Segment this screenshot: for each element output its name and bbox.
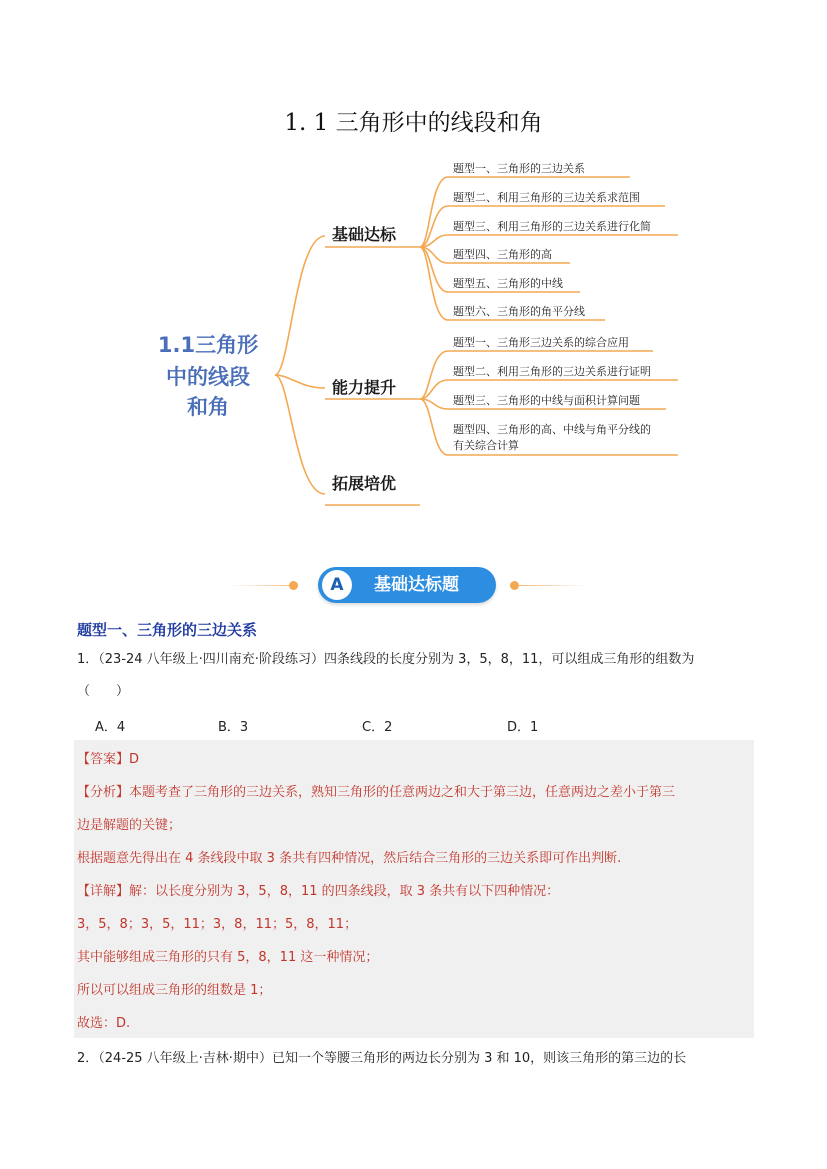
mindmap-center-line-2: 中的线段 bbox=[166, 365, 250, 389]
detail-line-1 bbox=[77, 880, 559, 899]
connector-branch-3 bbox=[275, 375, 325, 494]
option-a: A．4 bbox=[95, 720, 126, 735]
leaf-item: 题型三、三角形的中线与面积计算问题 bbox=[453, 394, 640, 407]
leaf-item: 题型二、利用三角形的三边关系进行证明 bbox=[453, 365, 651, 378]
question-1-bracket: （ ） bbox=[77, 684, 130, 699]
option-c: C．2 bbox=[362, 720, 393, 735]
banner-line-left bbox=[228, 585, 298, 586]
leaf-item: 题型六、三角形的角平分线 bbox=[453, 305, 585, 318]
leaf-item: 题型二、利用三角形的三边关系求范围 bbox=[453, 191, 640, 204]
analysis-line-1 bbox=[77, 781, 675, 800]
banner-text: 基础达标题 bbox=[374, 575, 459, 595]
detail-line-5: 故选：D. bbox=[77, 1016, 131, 1031]
banner-letter: A bbox=[322, 570, 352, 600]
mindmap-center-line-1: 1.1三角形 bbox=[157, 333, 259, 357]
option-b: B．3 bbox=[218, 720, 249, 735]
leaf-item: 题型一、三角形三边关系的综合应用 bbox=[453, 336, 629, 349]
answer-value: D bbox=[129, 752, 140, 767]
leaf-item: 有关综合计算 bbox=[453, 439, 519, 452]
branch-label-basic: 基础达标 bbox=[332, 225, 397, 244]
leaf-item: 题型三、利用三角形的三边关系进行化简 bbox=[453, 220, 651, 233]
section-title: 题型一、三角形的三边关系 bbox=[77, 621, 258, 639]
detail-text-1: 解：以长度分别为 3，5，8，11 的四条线段，取 3 条共有以下四种情况： bbox=[129, 884, 560, 899]
analysis-line-3: 根据题意先得出在 4 条线段中取 3 条共有四种情况，然后结合三角形的三边关系即可作出判断. bbox=[77, 851, 622, 866]
detail-label: 【详解】 bbox=[77, 884, 130, 899]
detail-line-4: 所以可以组成三角形的组数是 1； bbox=[77, 983, 272, 998]
option-d: D．1 bbox=[507, 720, 539, 735]
answer-line bbox=[77, 748, 139, 767]
leaf-item: 题型四、三角形的高、中线与角平分线的 bbox=[453, 423, 651, 436]
section-banner bbox=[318, 567, 496, 603]
mindmap-center-line-3: 和角 bbox=[187, 395, 229, 419]
leaf-item: 题型四、三角形的高 bbox=[453, 248, 552, 261]
question-1-stem: 1．（23-24 八年级上·四川南充·阶段练习）四条线段的长度分别为 3，5，8，11，可以组成三角形的组数为 bbox=[77, 652, 695, 667]
banner-dot-left bbox=[289, 581, 298, 590]
connector-branch-1 bbox=[275, 236, 325, 375]
answer-label: 【答案】 bbox=[77, 752, 130, 767]
detail-line-2: 3，5，8；3，5，11；3，8，11；5，8，11； bbox=[77, 917, 358, 932]
analysis-label: 【分析】 bbox=[77, 785, 130, 800]
answer-box bbox=[74, 740, 754, 1038]
banner-line-right bbox=[518, 585, 588, 586]
leaf-item: 题型五、三角形的中线 bbox=[453, 277, 563, 290]
detail-line-3: 其中能够组成三角形的只有 5，8，11 这一种情况； bbox=[77, 950, 379, 965]
leaf-item: 题型一、三角形的三边关系 bbox=[453, 162, 585, 175]
analysis-text-1: 本题考查了三角形的三边关系，熟知三角形的任意两边之和大于第三边，任意两边之差小于第三 bbox=[129, 785, 676, 800]
page-title: 1. 1 三角形中的线段和角 bbox=[284, 110, 543, 136]
analysis-line-2: 边是解题的关键； bbox=[77, 818, 182, 833]
mind-map bbox=[140, 150, 700, 510]
branch-label-ability: 能力提升 bbox=[332, 378, 397, 397]
question-2-stem: 2．（24-25 八年级上·吉林·期中）已知一个等腰三角形的两边长分别为 3 和 10，则该三角形的第三边的长 bbox=[77, 1051, 687, 1066]
branch-label-extension: 拓展培优 bbox=[332, 474, 397, 493]
